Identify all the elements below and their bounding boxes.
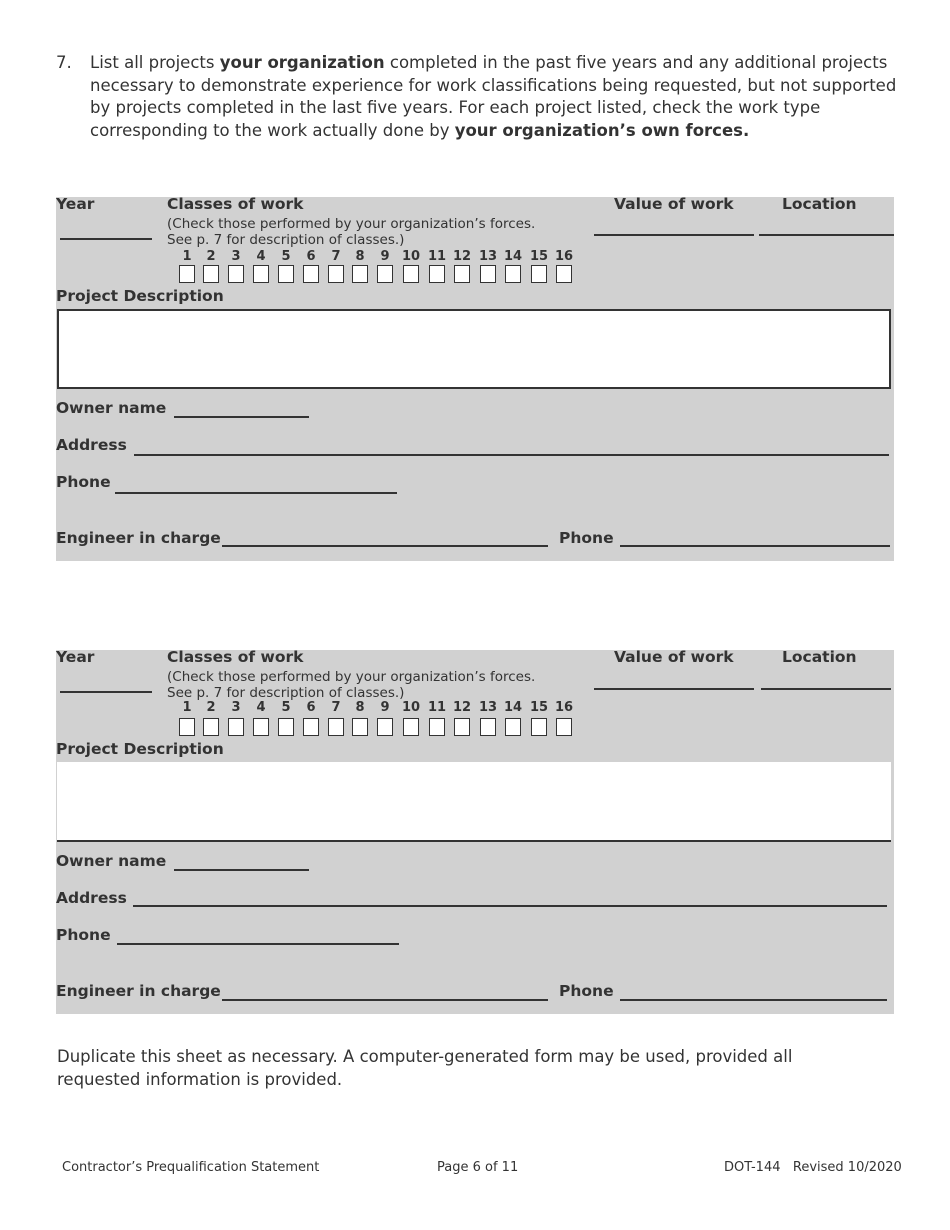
class-12-checkbox[interactable] <box>454 265 470 283</box>
location-label: Location <box>782 648 857 666</box>
class-10-checkbox[interactable] <box>403 265 419 283</box>
class-number: 11 <box>427 249 447 264</box>
class-number: 7 <box>331 249 341 264</box>
owner-name-label: Owner name <box>56 852 167 870</box>
class-number: 15 <box>529 249 549 264</box>
class-5-checkbox[interactable] <box>278 718 294 736</box>
owner-name-field[interactable] <box>174 869 309 871</box>
address-field[interactable] <box>134 454 889 456</box>
class-number: 12 <box>452 249 472 264</box>
class-number: 2 <box>206 249 216 264</box>
year-field[interactable] <box>60 238 152 240</box>
class-7-checkbox[interactable] <box>328 718 344 736</box>
project-description-field[interactable] <box>57 309 891 389</box>
project-description-field[interactable] <box>57 762 891 842</box>
class-8-checkbox[interactable] <box>352 718 368 736</box>
class-checkboxes <box>176 718 576 740</box>
year-field[interactable] <box>60 691 152 693</box>
question-7 <box>56 52 901 142</box>
class-1-checkbox[interactable] <box>179 718 195 736</box>
class-number: 9 <box>380 249 390 264</box>
check-hint-line-2: See p. 7 for description of classes.) <box>167 685 405 701</box>
class-15-checkbox[interactable] <box>531 718 547 736</box>
classes-of-work-label: Classes of work <box>167 648 304 666</box>
class-number: 2 <box>206 700 216 715</box>
class-number: 16 <box>554 249 574 264</box>
class-15-checkbox[interactable] <box>531 265 547 283</box>
location-field[interactable] <box>759 234 894 236</box>
phone-field[interactable] <box>115 492 397 494</box>
footer-form-title: Contractor’s Prequalification Statement <box>62 1160 320 1175</box>
class-3-checkbox[interactable] <box>228 265 244 283</box>
duplicate-sheet-note: Duplicate this sheet as necessary. A computer-generated form may be used, provided all requested information is provided. <box>57 1047 793 1089</box>
engineer-in-charge-field[interactable] <box>222 999 548 1001</box>
engineer-phone-label: Phone <box>559 982 614 1000</box>
class-number: 5 <box>281 700 291 715</box>
class-11-checkbox[interactable] <box>429 718 445 736</box>
location-label: Location <box>782 195 857 213</box>
phone-label: Phone <box>56 473 111 491</box>
class-9-checkbox[interactable] <box>377 718 393 736</box>
owner-name-label: Owner name <box>56 399 167 417</box>
class-numbers <box>176 249 576 265</box>
project-description-label: Project Description <box>56 287 224 305</box>
check-hint-line-2: See p. 7 for description of classes.) <box>167 232 405 248</box>
class-number: 8 <box>355 700 365 715</box>
engineer-in-charge-label: Engineer in charge <box>56 529 221 547</box>
class-number: 10 <box>401 249 421 264</box>
class-number: 4 <box>256 249 266 264</box>
class-number: 13 <box>478 700 498 715</box>
address-field[interactable] <box>133 905 887 907</box>
year-label: Year <box>56 648 95 666</box>
class-number: 15 <box>529 700 549 715</box>
class-number: 6 <box>306 249 316 264</box>
classes-of-work-label: Classes of work <box>167 195 304 213</box>
engineer-phone-label: Phone <box>559 529 614 547</box>
class-13-checkbox[interactable] <box>480 265 496 283</box>
class-number: 8 <box>355 249 365 264</box>
class-16-checkbox[interactable] <box>556 718 572 736</box>
class-number: 1 <box>182 700 192 715</box>
class-2-checkbox[interactable] <box>203 718 219 736</box>
address-label: Address <box>56 889 127 907</box>
engineer-in-charge-field[interactable] <box>222 545 548 547</box>
class-13-checkbox[interactable] <box>480 718 496 736</box>
check-hint-line-1: (Check those performed by your organization’s forces. <box>167 669 536 685</box>
class-1-checkbox[interactable] <box>179 265 195 283</box>
footer-page-number: Page 6 of 11 <box>437 1160 519 1175</box>
value-of-work-field[interactable] <box>594 234 754 236</box>
class-number: 13 <box>478 249 498 264</box>
class-10-checkbox[interactable] <box>403 718 419 736</box>
engineer-in-charge-label: Engineer in charge <box>56 982 221 1000</box>
class-number: 7 <box>331 700 341 715</box>
value-of-work-label: Value of work <box>614 648 734 666</box>
location-field[interactable] <box>761 688 891 690</box>
class-number: 14 <box>503 700 523 715</box>
class-4-checkbox[interactable] <box>253 265 269 283</box>
class-7-checkbox[interactable] <box>328 265 344 283</box>
class-9-checkbox[interactable] <box>377 265 393 283</box>
class-14-checkbox[interactable] <box>505 718 521 736</box>
class-4-checkbox[interactable] <box>253 718 269 736</box>
engineer-phone-field[interactable] <box>620 545 890 547</box>
class-number: 4 <box>256 700 266 715</box>
class-number: 14 <box>503 249 523 264</box>
class-2-checkbox[interactable] <box>203 265 219 283</box>
class-number: 1 <box>182 249 192 264</box>
class-12-checkbox[interactable] <box>454 718 470 736</box>
class-number: 3 <box>231 249 241 264</box>
class-14-checkbox[interactable] <box>505 265 521 283</box>
question-text: List all projects your organization completed in the past five years and any additional projects necessary to demonstrate experience for work classifications being requested, but not supported by projects completed in the last five years. For each project listed, check the work type corresponding to the work actually done by your organization’s own forces. <box>90 53 897 140</box>
phone-label: Phone <box>56 926 111 944</box>
class-number: 3 <box>231 700 241 715</box>
check-hint-line-1: (Check those performed by your organization’s forces. <box>167 216 536 232</box>
year-label: Year <box>56 195 95 213</box>
class-number: 9 <box>380 700 390 715</box>
class-6-checkbox[interactable] <box>303 265 319 283</box>
footer-form-id: DOT-144 Revised 10/2020 <box>724 1160 902 1175</box>
class-numbers <box>176 700 576 716</box>
project-block-2 <box>56 650 894 1014</box>
phone-field[interactable] <box>117 943 399 945</box>
class-number: 5 <box>281 249 291 264</box>
class-3-checkbox[interactable] <box>228 718 244 736</box>
class-8-checkbox[interactable] <box>352 265 368 283</box>
value-of-work-field[interactable] <box>594 688 754 690</box>
class-number: 11 <box>427 700 447 715</box>
class-number: 6 <box>306 700 316 715</box>
class-number: 12 <box>452 700 472 715</box>
project-block-1 <box>56 197 894 561</box>
class-6-checkbox[interactable] <box>303 718 319 736</box>
class-number: 16 <box>554 700 574 715</box>
class-16-checkbox[interactable] <box>556 265 572 283</box>
class-11-checkbox[interactable] <box>429 265 445 283</box>
class-number: 10 <box>401 700 421 715</box>
value-of-work-label: Value of work <box>614 195 734 213</box>
owner-name-field[interactable] <box>174 416 309 418</box>
project-description-label: Project Description <box>56 740 224 758</box>
class-checkboxes <box>176 265 576 287</box>
address-label: Address <box>56 436 127 454</box>
class-5-checkbox[interactable] <box>278 265 294 283</box>
question-number: 7. <box>56 53 72 72</box>
engineer-phone-field[interactable] <box>620 999 887 1001</box>
